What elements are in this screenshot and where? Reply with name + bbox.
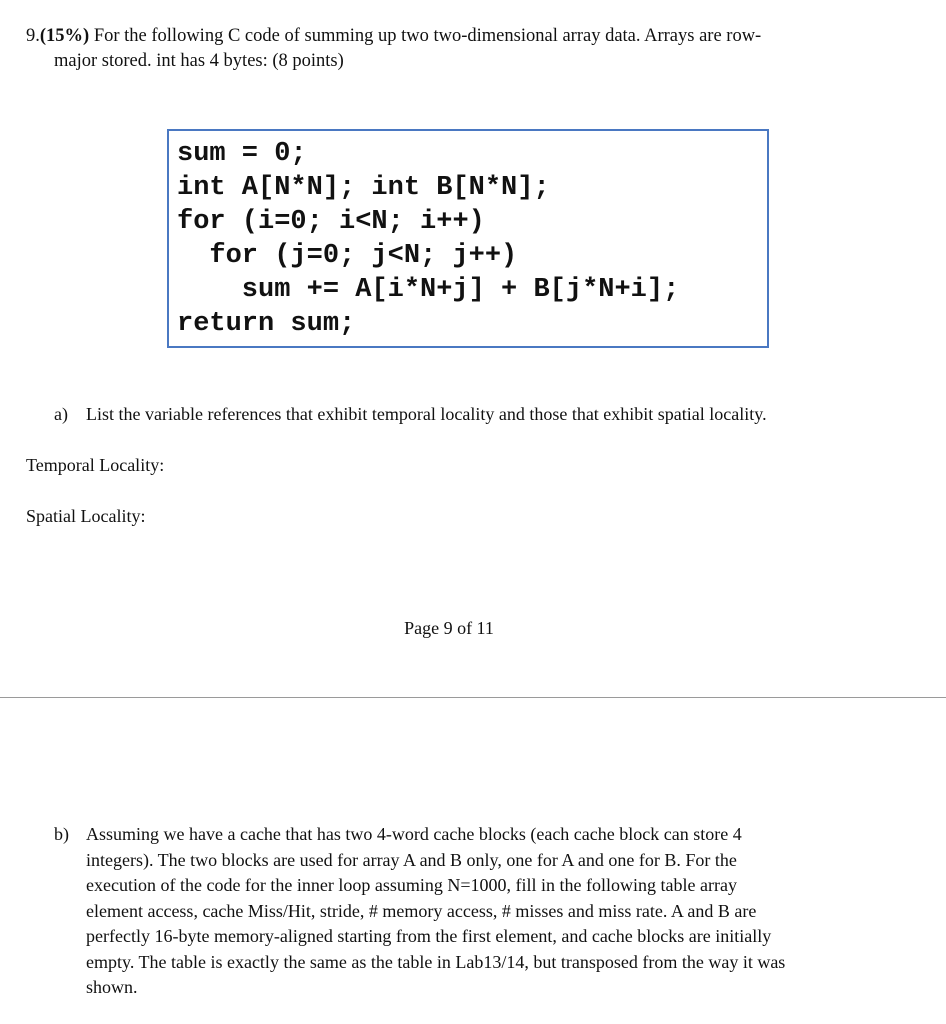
part-b-line-6: empty. The table is exactly the same as the table in Lab13/14, but transposed from the way it was	[86, 951, 786, 972]
code-line-6: return sum;	[177, 309, 356, 339]
code-line-4: for (j=0; j<N; j++)	[177, 241, 518, 271]
spatial-locality-label: Spatial Locality:	[26, 506, 146, 526]
question-number: 9.	[26, 26, 40, 46]
page-number: Page 9 of 11	[404, 618, 494, 638]
question-heading	[26, 24, 886, 74]
page-divider	[0, 697, 946, 698]
temporal-locality-label: Temporal Locality:	[26, 455, 165, 475]
code-line-1: sum = 0;	[177, 139, 307, 169]
question-text-line-1: For the following C code of summing up two two-dimensional array data. Arrays are row-	[89, 26, 762, 46]
part-b-line-7: shown.	[86, 977, 138, 997]
code-line-3: for (i=0; i<N; i++)	[177, 207, 485, 237]
part-a	[54, 402, 767, 427]
question-weight: (15%)	[39, 26, 90, 46]
part-b-label: b)	[54, 824, 69, 844]
part-b-line-3: execution of the code for the inner loop assuming N=1000, fill in the following table array	[86, 875, 737, 895]
question-text-line-2: major stored. int has 4 bytes: (8 points)	[54, 51, 344, 71]
part-b	[54, 822, 884, 1001]
part-b-line-4: element access, cache Miss/Hit, stride, # memory access, # misses and miss rate. A and B are	[86, 900, 757, 921]
part-b-line-2: integers). The two blocks are used for array A and B only, one for A and one for B. For the	[86, 849, 737, 870]
code-block	[167, 129, 769, 348]
part-b-line-5: perfectly 16-byte memory-aligned starting from the first element, and cache blocks are initially	[86, 926, 772, 946]
part-a-text: List the variable references that exhibit temporal locality and those that exhibit spatial locality.	[86, 404, 767, 424]
code-line-5: sum += A[i*N+j] + B[j*N+i];	[177, 275, 680, 305]
part-b-line-1: Assuming we have a cache that has two 4-word cache blocks (each cache block can store 4	[86, 824, 742, 844]
part-a-label: a)	[54, 404, 68, 424]
code-line-2: int A[N*N]; int B[N*N];	[177, 173, 550, 203]
